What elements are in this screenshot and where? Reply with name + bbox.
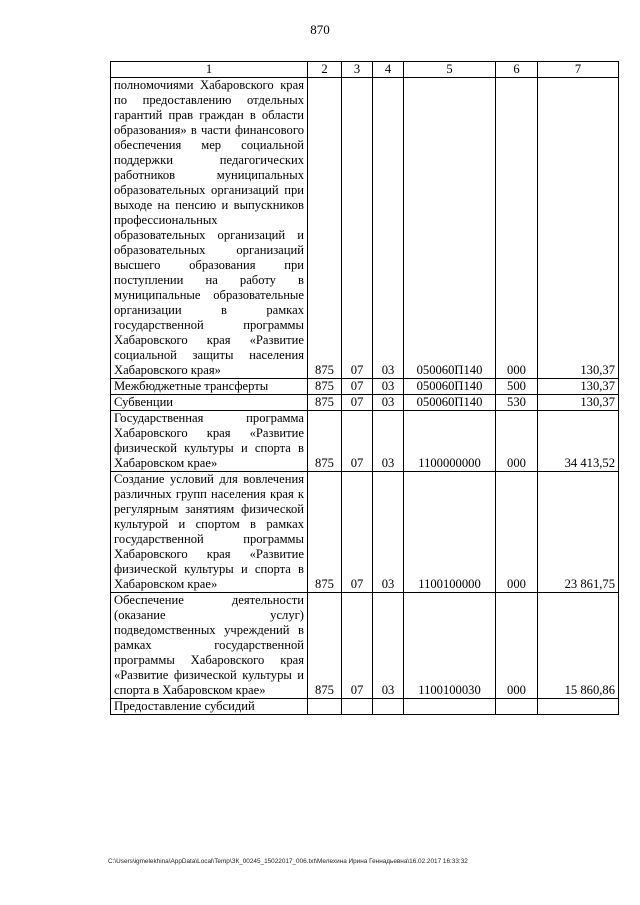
header-cell: 3 xyxy=(342,62,373,78)
admin-code: 875 xyxy=(308,411,342,472)
table-row xyxy=(111,699,619,715)
subsection-code: 03 xyxy=(373,593,404,699)
subsection-code: 03 xyxy=(373,395,404,411)
item-name: Государственная программа Хабаровского края «Развитие физической культуры и спорта в Хабаровском крае» xyxy=(111,411,308,472)
expense-type-code xyxy=(496,699,538,715)
header-cell: 1 xyxy=(111,62,308,78)
table-row xyxy=(111,472,619,593)
subsection-code: 03 xyxy=(373,379,404,395)
section-code: 07 xyxy=(342,472,373,593)
section-code: 07 xyxy=(342,593,373,699)
header-cell: 4 xyxy=(373,62,404,78)
table-header-row xyxy=(111,62,619,78)
item-name: полномочиями Хабаровского края по предоставлению отдельных гарантий прав граждан в области образования» в части финансового обеспечения мер социальной поддержки педагогических работников муниципальных образовательных организаций при выходе на пенсию и выпускников профессиональных образовательных организаций и образовательных организаций высшего образования при поступлении на работу в муниципальные образовательные организации в рамках государственной программы Хабаровского края «Развитие социальной защиты населения Хабаровского края» xyxy=(111,78,308,379)
target-article-code: 050060П140 xyxy=(404,78,496,379)
expense-type-code: 000 xyxy=(496,593,538,699)
target-article-code: 050060П140 xyxy=(404,379,496,395)
table-row xyxy=(111,78,619,379)
amount: 23 861,75 xyxy=(538,472,619,593)
section-code: 07 xyxy=(342,78,373,379)
subsection-code: 03 xyxy=(373,411,404,472)
header-cell: 7 xyxy=(538,62,619,78)
target-article-code: 050060П140 xyxy=(404,395,496,411)
section-code: 07 xyxy=(342,395,373,411)
file-path-footer: C:\Users\igmelekhina\AppData\Local\Temp\ЗК_00245_15022017_006.txt\Мелехина Ирина Геннадьевна\16.02.2017 16:33:32 xyxy=(108,858,468,865)
item-name: Межбюджетные трансферты xyxy=(111,379,308,395)
header-cell: 2 xyxy=(308,62,342,78)
target-article-code: 1100100030 xyxy=(404,593,496,699)
table-row xyxy=(111,411,619,472)
section-code xyxy=(342,699,373,715)
budget-table xyxy=(110,61,619,715)
admin-code: 875 xyxy=(308,379,342,395)
item-name: Предоставление субсидий xyxy=(111,699,308,715)
expense-type-code: 000 xyxy=(496,472,538,593)
target-article-code xyxy=(404,699,496,715)
amount: 130,37 xyxy=(538,395,619,411)
table-row xyxy=(111,593,619,699)
item-name: Обеспечение деятельности (оказание услуг) подведомственных учреждений в рамках государственной программы Хабаровского края «Развитие физической культуры и спорта в Хабаровском крае» xyxy=(111,593,308,699)
subsection-code xyxy=(373,699,404,715)
amount xyxy=(538,699,619,715)
amount: 130,37 xyxy=(538,379,619,395)
admin-code: 875 xyxy=(308,78,342,379)
header-cell: 5 xyxy=(404,62,496,78)
item-name: Создание условий для вовлечения различных групп населения края к регулярным занятиям физической культурой и спортом в рамках государственной программы Хабаровского края «Развитие физической культуры и спорта в Хабаровском крае» xyxy=(111,472,308,593)
item-name: Субвенции xyxy=(111,395,308,411)
target-article-code: 1100000000 xyxy=(404,411,496,472)
header-cell: 6 xyxy=(496,62,538,78)
subsection-code: 03 xyxy=(373,78,404,379)
expense-type-code: 000 xyxy=(496,78,538,379)
expense-type-code: 530 xyxy=(496,395,538,411)
table-row xyxy=(111,379,619,395)
section-code: 07 xyxy=(342,379,373,395)
table-row xyxy=(111,395,619,411)
admin-code: 875 xyxy=(308,395,342,411)
admin-code: 875 xyxy=(308,593,342,699)
admin-code xyxy=(308,699,342,715)
target-article-code: 1100100000 xyxy=(404,472,496,593)
expense-type-code: 500 xyxy=(496,379,538,395)
admin-code: 875 xyxy=(308,472,342,593)
amount: 130,37 xyxy=(538,78,619,379)
amount: 34 413,52 xyxy=(538,411,619,472)
page-number: 870 xyxy=(310,22,330,37)
section-code: 07 xyxy=(342,411,373,472)
expense-type-code: 000 xyxy=(496,411,538,472)
amount: 15 860,86 xyxy=(538,593,619,699)
subsection-code: 03 xyxy=(373,472,404,593)
